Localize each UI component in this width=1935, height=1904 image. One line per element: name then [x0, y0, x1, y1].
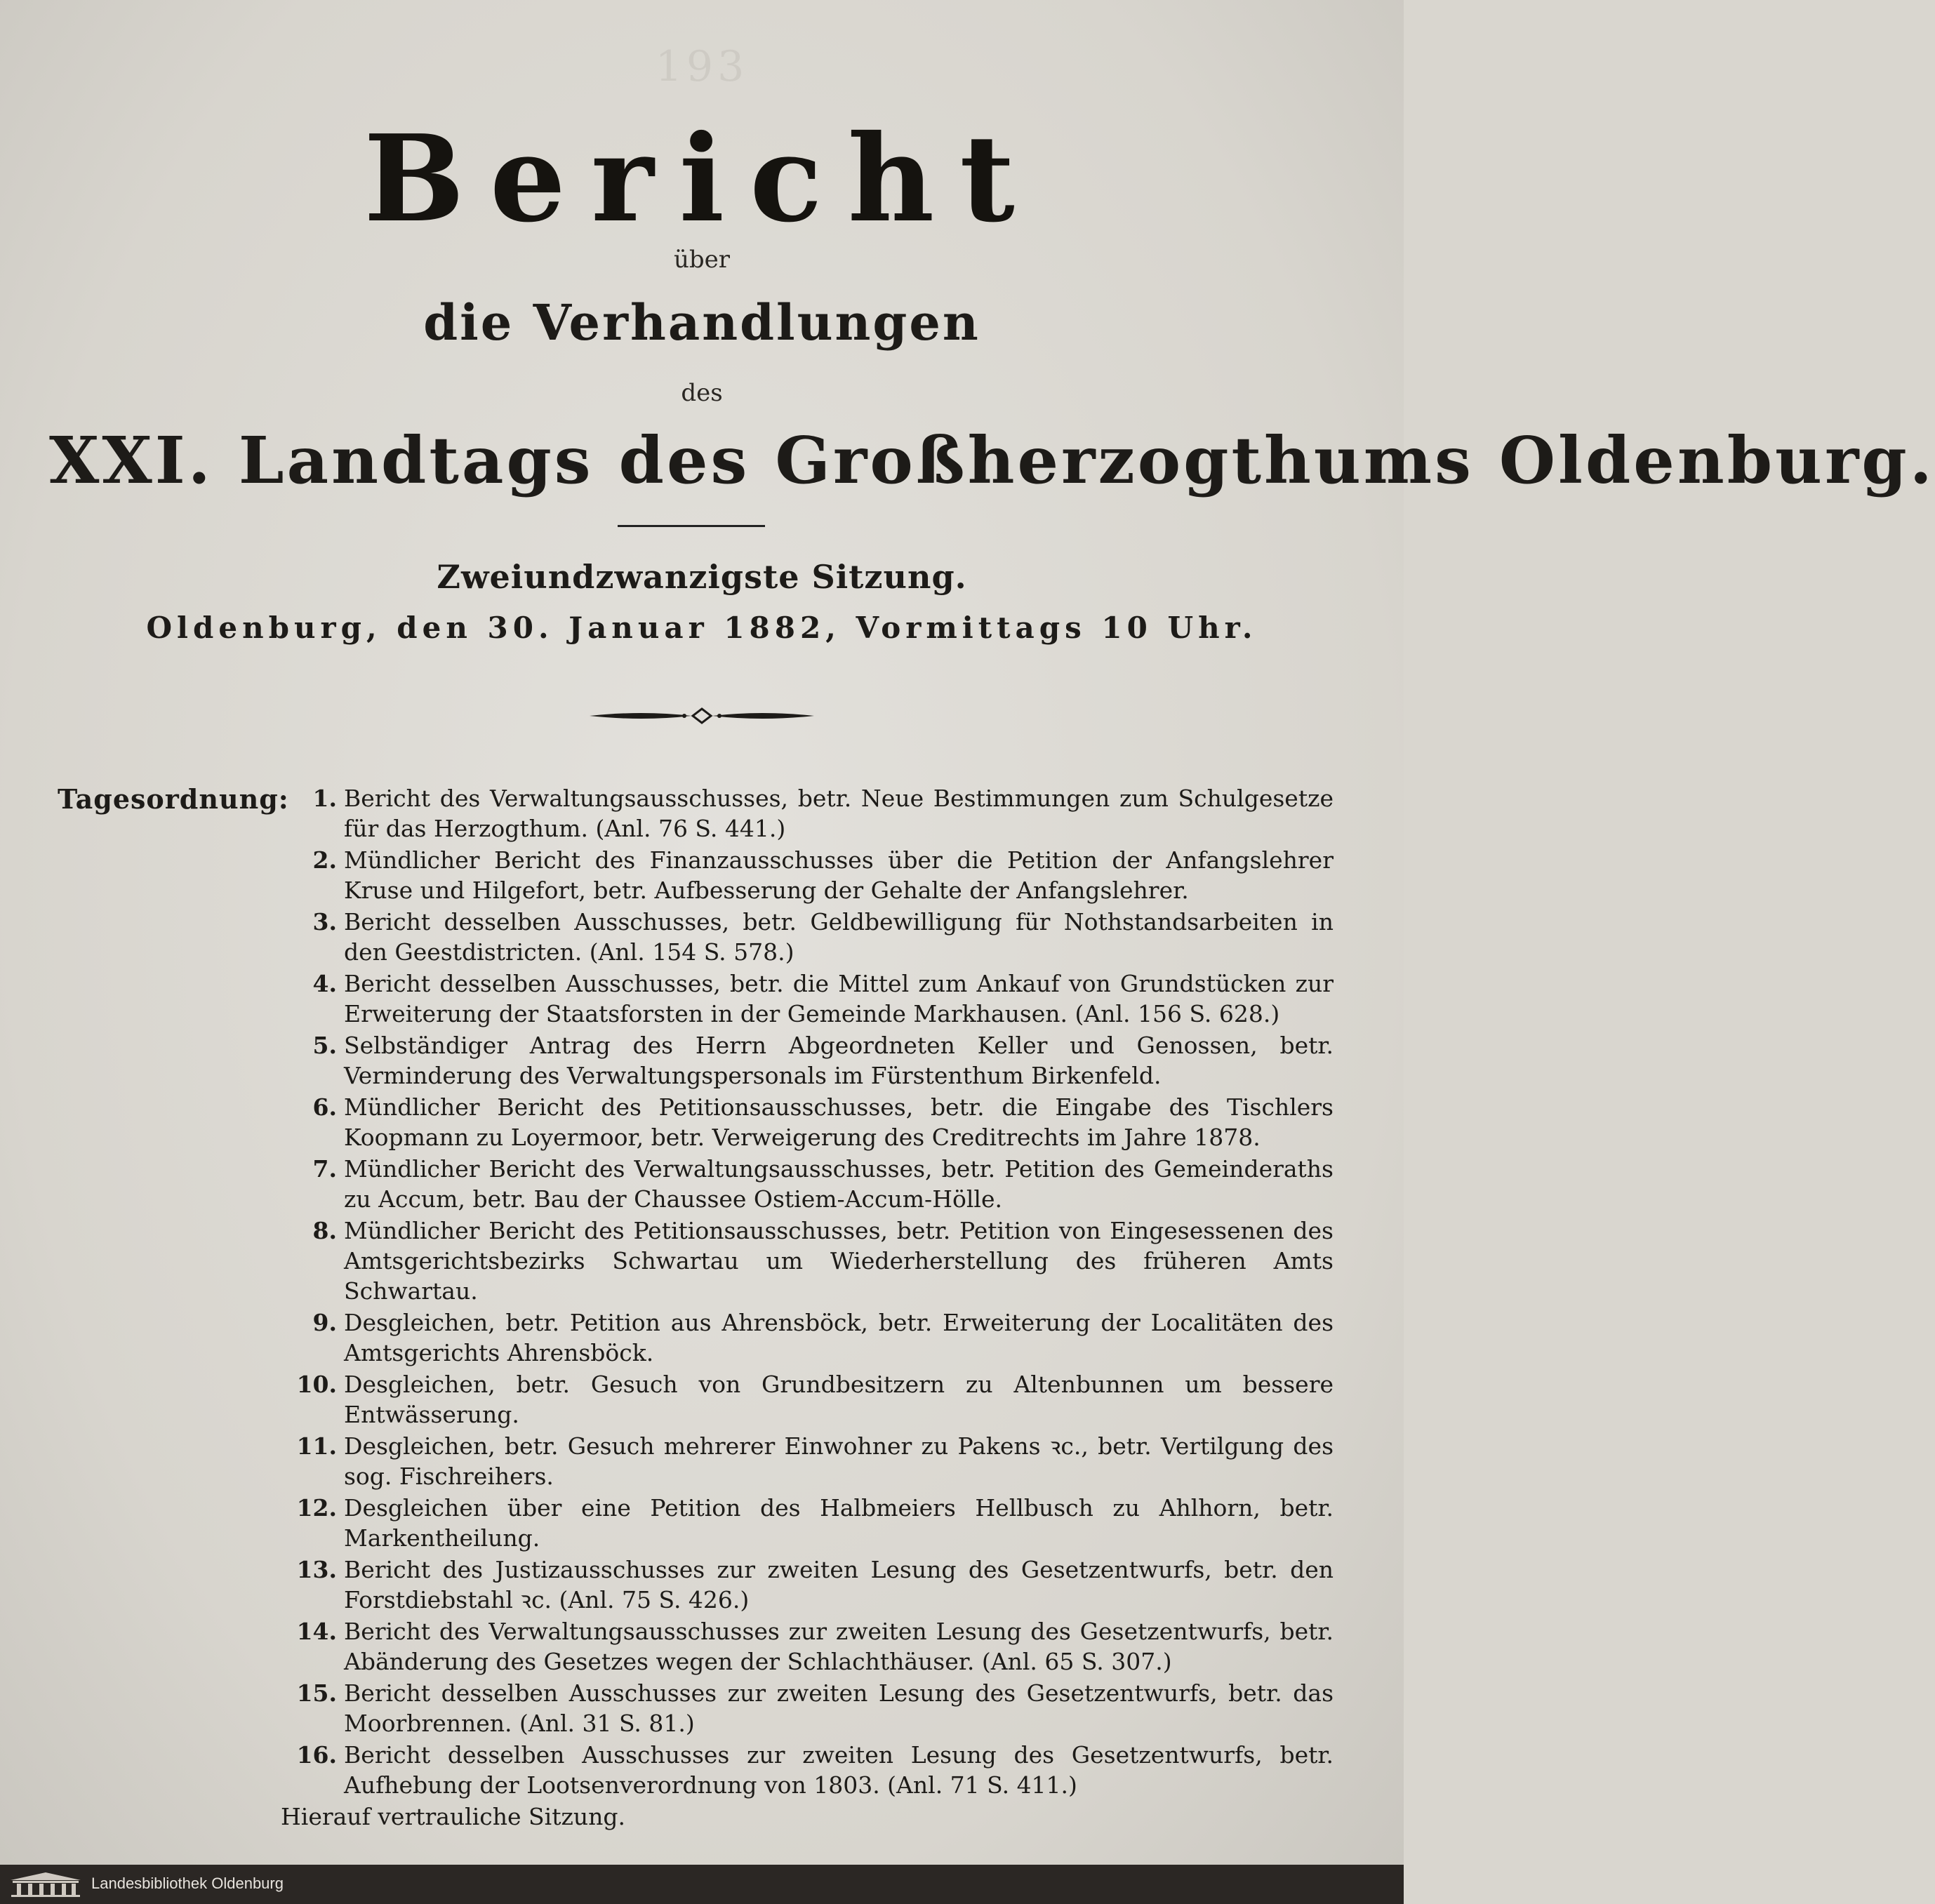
- agenda-item: 14. Bericht des Verwaltungsausschusses zur zweiten Lesung des Gesetzentwurfs, betr. Abänderung des Gesetzes wegen der Schlachthäuser. (Anl. 65 S. 307.): [296, 1618, 1334, 1675]
- over-word: über: [673, 246, 731, 274]
- report-title: Bericht: [364, 109, 1040, 249]
- agenda-item: 12. Desgleichen über eine Petition des Halbmeiers Hellbusch zu Ahlhorn, betr. Markentheilung.: [296, 1494, 1334, 1552]
- landtag-heading: XXI. Landtags des Großherzogthums Oldenburg.: [49, 422, 1935, 498]
- ornament-divider-icon: [586, 702, 818, 730]
- subtitle-negotiations: die Verhandlungen: [423, 293, 980, 352]
- library-building-icon: [7, 1870, 84, 1898]
- agenda-item: 13. Bericht des Justizausschusses zur zweiten Lesung des Gesetzentwurfs, betr. den Forstdiebstahl ꝛc. (Anl. 75 S. 426.): [296, 1556, 1334, 1613]
- session-heading: Zweiundzwanzigste Sitzung.: [437, 558, 967, 596]
- agenda-item: 11. Desgleichen, betr. Gesuch mehrerer Einwohner zu Pakens ꝛc., betr. Vertilgung des sog. Fischreihers.: [296, 1432, 1334, 1490]
- library-footer-bar: [0, 1865, 1404, 1904]
- agenda-item: 4. Bericht desselben Ausschusses, betr. die Mittel zum Ankauf von Grundstücken zur Erweiterung der Staatsforsten in der Gemeinde Markhausen. (Anl. 156 S. 628.): [312, 970, 1334, 1027]
- agenda-list: [281, 783, 1334, 1833]
- agenda-item: 9. Desgleichen, betr. Petition aus Ahrensböck, betr. Erweiterung der Localitäten des Amtsgerichts Ahrensböck.: [312, 1309, 1334, 1366]
- agenda-item: 6. Mündlicher Bericht des Petitionsausschusses, betr. die Eingabe des Tischlers Koopmann zu Loyermoor, betr. Verweigerung des Creditrechts im Jahre 1878.: [312, 1093, 1334, 1151]
- divider-rule: [618, 525, 765, 527]
- des-word: des: [681, 379, 723, 407]
- agenda-item: 15. Bericht desselben Ausschusses zur zweiten Lesung des Gesetzentwurfs, betr. das Moorbrennen. (Anl. 31 S. 81.): [296, 1679, 1334, 1737]
- agenda-item: 10. Desgleichen, betr. Gesuch von Grundbesitzern zu Altenbunnen um bessere Entwässerung.: [296, 1371, 1334, 1428]
- agenda-item: 5. Selbständiger Antrag des Herrn Abgeordneten Keller und Genossen, betr. Verminderung des Verwaltungspersonals im Fürstenthum Birkenfeld.: [312, 1032, 1334, 1089]
- bleed-through-page-number: 193: [655, 42, 749, 91]
- agenda-item: 3. Bericht desselben Ausschusses, betr. Geldbewilligung für Nothstandsarbeiten in den Geestdistricten. (Anl. 154 S. 578.): [312, 908, 1334, 966]
- agenda-item: 16. Bericht desselben Ausschusses zur zweiten Lesung des Gesetzentwurfs, betr. Aufhebung der Lootsenverordnung von 1803. (Anl. 71 S. 411.): [296, 1741, 1334, 1799]
- library-name: Landesbibliothek Oldenburg: [91, 1875, 284, 1892]
- agenda-item: 8. Mündlicher Bericht des Petitionsausschusses, betr. Petition von Eingesessenen des Amtsgerichtsbezirks Schwartau um Wiederherstellung des früheren Amts Schwartau.: [312, 1217, 1334, 1305]
- agenda-label: Tagesordnung:: [58, 783, 289, 815]
- agenda-item: 1. Bericht des Verwaltungsausschusses, betr. Neue Bestimmungen zum Schulgesetze für das Herzogthum. (Anl. 76 S. 441.): [312, 785, 1334, 842]
- agenda-item: 7. Mündlicher Bericht des Verwaltungsausschusses, betr. Petition des Gemeinderaths zu Accum, betr. Bau der Chaussee Ostiem-Accum-Hölle.: [312, 1155, 1334, 1213]
- agenda-item: 2. Mündlicher Bericht des Finanzausschusses über die Petition der Anfangslehrer Kruse und Hilgefort, betr. Aufbesserung der Gehalte der Anfangslehrer.: [312, 846, 1334, 904]
- agenda-closing: Hierauf vertrauliche Sitzung.: [281, 1803, 625, 1830]
- dateline: Oldenburg, den 30. Januar 1882, Vormittags 10 Uhr.: [146, 611, 1258, 645]
